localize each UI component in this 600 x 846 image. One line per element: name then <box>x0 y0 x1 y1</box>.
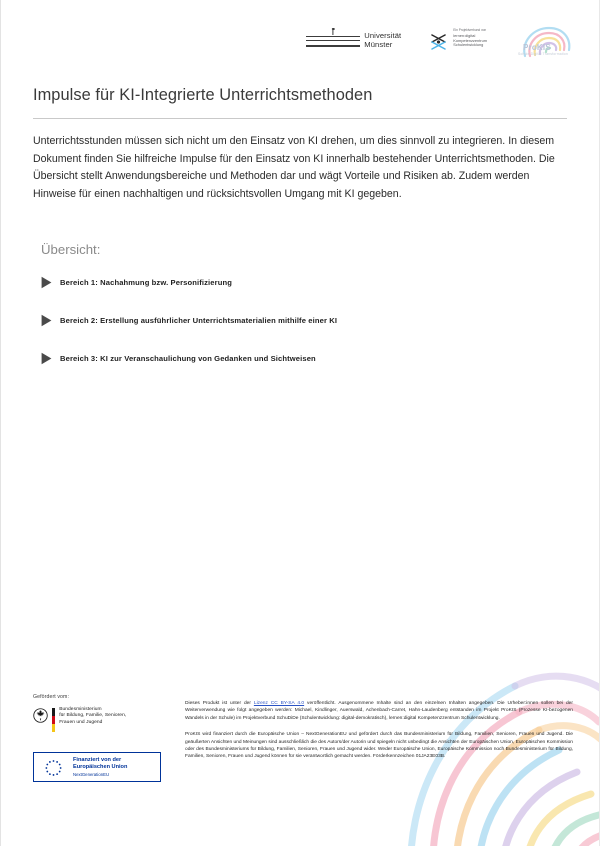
prokis-wordmark: ProKIS <box>523 43 551 52</box>
list-item[interactable] <box>41 352 567 365</box>
list-item[interactable] <box>41 276 567 289</box>
header-logo-bar <box>306 28 577 64</box>
lernen-digital-mark-icon <box>429 31 448 53</box>
footer-funding-logos <box>33 686 171 846</box>
legal-paragraph-funding: ProKIS wird finanziert durch die Europäische Union – NextGenerationEU und gefördert durch das Bundesministerium für Bildung, Familien, Senioren, Frauen und Jugend. Die geäußerten Ansichten und Meinungen sind ausschließlich die des Autors/der Autorin und spiegeln nicht unbedingt die Ansichten der Europäischen Union, Europäischen Kommission oder des Bundesministeriums für Bildung, Familien, Senioren, Frauen und Jugend wider. Weder Europäische Union, Europäische Kommission noch Bundesministerium für Bildung, Familien, Senioren, Frauen und Jugend können für sie verantwortlich gemacht werden. Förderkennzeichen 01JA23E03B. <box>185 732 573 760</box>
legal-paragraph-license <box>185 700 573 722</box>
overview-heading: Übersicht: <box>41 242 101 258</box>
lernen-digital-line1: lernen:digital <box>453 32 476 38</box>
overview-section-list <box>33 257 567 365</box>
footer-legal-text <box>185 686 573 846</box>
list-item-label: Bereich 3: KI zur Veranschaulichung von Gedanken und Sichtweisen <box>60 354 316 364</box>
bmbf-logo <box>33 707 171 732</box>
uni-muenster-mark-icon <box>306 28 360 52</box>
eu-line1: Finanziert von der <box>73 757 122 763</box>
uni-muenster-line1: Universität <box>364 30 402 40</box>
lernen-digital-top-line: Ein Projektverbund von <box>453 28 487 32</box>
uni-muenster-line2: Münster <box>364 40 393 49</box>
bmbf-line3: Frauen und Jugend <box>59 719 103 725</box>
list-item-label: Bereich 1: Nachahmung bzw. Personifizierung <box>60 278 232 288</box>
prokis-tagline: Schule Digital Transformation <box>518 52 569 56</box>
eu-flag-icon <box>39 757 68 776</box>
triangle-bullet-icon <box>41 276 52 289</box>
page-footer <box>1 686 599 846</box>
eu-subline: NextGenerationEU <box>73 771 110 777</box>
triangle-bullet-icon <box>41 352 52 365</box>
legal-text-before-link: Dieses Produkt ist unter der <box>185 701 254 706</box>
bmbf-wordmark <box>59 707 126 726</box>
bmbf-line2: für Bildung, Familie, Senioren, <box>59 713 127 719</box>
lernen-digital-logo <box>429 28 487 53</box>
page-title: Impulse für KI-Integrierte Unterrichtsmethoden <box>33 86 373 104</box>
german-flag-bar-icon <box>52 708 55 732</box>
triangle-bullet-icon <box>41 314 52 327</box>
lernen-digital-line3: Schulentwicklung <box>453 42 484 48</box>
list-item[interactable] <box>41 314 567 327</box>
lernen-digital-line2: Kompetenzzentrum <box>453 37 487 43</box>
eu-line2: Europäischen Union <box>73 763 128 770</box>
eu-wordmark <box>73 757 127 777</box>
license-link[interactable]: Lizenz CC BY-SA 4.0 <box>253 701 305 706</box>
lernen-digital-wordmark <box>453 28 487 48</box>
intro-paragraph: Unterrichtsstunden müssen sich nicht um den Einsatz von KI drehen, um dies sinnvoll zu integrieren. In diesem Dokument finden Sie hilfreiche Impulse für den Einsatz von KI innerhalb bestehender Unterrichtsmethoden. Die Übersicht stellt Anwendungsbereiche und Methoden dar und wägt Vorteile und Risiken ab. Zudem werden Hinweise für einen nachhaltigen und rücksichtsvollen Umgang mit KI gegeben. <box>33 135 555 200</box>
bmbf-line1: Bundesministerium <box>59 707 102 712</box>
uni-muenster-wordmark <box>364 31 401 50</box>
prokis-logo <box>515 22 577 64</box>
federal-eagle-icon <box>33 708 48 723</box>
legal-text-after-link: veröffentlicht. Ausgenommene Inhalte sind an den einzelnen Inhalten angegeben. Die Urheber:innen sollen bei der Weiterverwendung wie folgt angegeben werden: Michael, Kindlinger, Auerswald, Achenbach-Carret, Hahn-Laudenberg entstanden im Projekt ProKIS (Prozesse KI-bezogenen Wandels in der Schule) im Projektverbund SchuDiDe (Schulentwicklung: digital-demokratisch), lernen:digital Kompetenzzentrum Schulentwicklung. <box>185 701 573 721</box>
list-item-label: Bereich 2: Erstellung ausführlicher Unterrichtsmaterialien mithilfe einer KI <box>60 316 338 326</box>
eu-funding-logo <box>33 752 161 782</box>
funded-by-label: Gefördert vom: <box>33 694 69 700</box>
uni-muenster-logo <box>306 28 401 52</box>
